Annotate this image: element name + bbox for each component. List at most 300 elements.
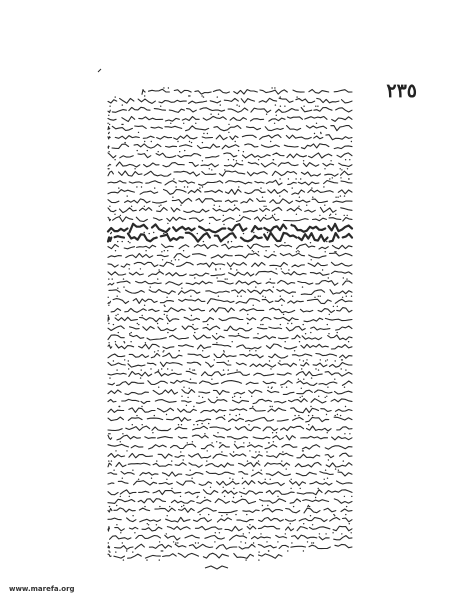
diacritic-dot bbox=[247, 314, 248, 315]
handwritten-word bbox=[222, 381, 242, 384]
handwritten-word bbox=[125, 308, 146, 312]
handwritten-word bbox=[134, 481, 157, 485]
handwritten-word bbox=[298, 281, 313, 284]
handwritten-word bbox=[224, 153, 237, 157]
handwritten-word bbox=[198, 345, 211, 349]
diacritic-dot bbox=[253, 232, 254, 233]
handwritten-word bbox=[108, 373, 126, 375]
handwritten-word bbox=[290, 499, 300, 503]
handwritten-word bbox=[269, 354, 288, 358]
handwritten-word bbox=[309, 255, 326, 258]
manuscript-line bbox=[108, 142, 352, 151]
diacritic-dot bbox=[208, 514, 209, 515]
handwritten-word bbox=[273, 436, 284, 440]
handwritten-word bbox=[214, 354, 236, 358]
handwritten-word bbox=[108, 119, 116, 121]
handwritten-word bbox=[108, 417, 123, 421]
diacritic-dot bbox=[346, 506, 347, 507]
handwritten-word bbox=[275, 299, 284, 302]
handwritten-word bbox=[144, 163, 159, 167]
diacritic-dot bbox=[181, 396, 182, 397]
handwritten-word bbox=[266, 344, 281, 349]
diacritic-dot bbox=[134, 532, 135, 533]
diacritic-dot bbox=[175, 186, 176, 187]
handwritten-word bbox=[343, 281, 352, 285]
handwritten-word bbox=[117, 281, 130, 283]
handwritten-word bbox=[334, 536, 352, 540]
handwritten-word bbox=[155, 400, 176, 403]
diacritic-dot bbox=[310, 242, 311, 243]
diacritic-dot bbox=[144, 95, 145, 96]
handwritten-word bbox=[193, 254, 206, 256]
handwritten-word bbox=[166, 146, 177, 147]
diacritic-dot bbox=[267, 505, 268, 506]
diacritic-dot bbox=[204, 433, 205, 434]
handwritten-word bbox=[261, 145, 279, 147]
handwritten-word bbox=[278, 162, 298, 166]
handwritten-word bbox=[326, 135, 352, 140]
handwritten-word bbox=[277, 373, 291, 375]
diacritic-dot bbox=[260, 533, 261, 534]
diacritic-dot bbox=[351, 496, 352, 497]
handwritten-word bbox=[219, 318, 243, 321]
handwritten-word bbox=[119, 171, 142, 176]
handwritten-word bbox=[111, 309, 121, 312]
handwritten-word bbox=[151, 127, 162, 128]
handwritten-word bbox=[141, 401, 150, 403]
diacritic-dot bbox=[253, 542, 254, 543]
diacritic-dot bbox=[281, 305, 282, 306]
diacritic-dot bbox=[341, 368, 342, 369]
handwritten-word bbox=[314, 108, 332, 112]
handwritten-word bbox=[175, 463, 186, 466]
diacritic-dot bbox=[279, 195, 280, 196]
handwritten-word bbox=[129, 182, 142, 183]
diacritic-dot bbox=[216, 333, 217, 334]
handwritten-word bbox=[251, 108, 271, 112]
handwritten-word bbox=[296, 99, 315, 103]
handwritten-word bbox=[108, 453, 125, 457]
diacritic-dot bbox=[157, 350, 158, 351]
diacritic-dot bbox=[149, 233, 150, 234]
handwritten-word bbox=[187, 362, 200, 365]
diacritic-dot bbox=[351, 532, 352, 533]
handwritten-word bbox=[162, 472, 181, 476]
diacritic-dot bbox=[233, 488, 234, 489]
handwritten-word bbox=[108, 244, 118, 248]
diacritic-dot bbox=[315, 368, 316, 369]
handwritten-word bbox=[222, 145, 239, 149]
handwritten-word bbox=[267, 453, 293, 457]
diacritic-dot bbox=[145, 250, 146, 251]
diacritic-dot bbox=[291, 542, 292, 543]
diacritic-dot bbox=[217, 96, 218, 97]
handwritten-word bbox=[329, 218, 341, 220]
handwritten-word bbox=[241, 99, 254, 103]
diacritic-dot bbox=[238, 333, 239, 334]
handwritten-word bbox=[140, 318, 163, 322]
diacritic-dot bbox=[351, 141, 352, 142]
handwritten-word bbox=[258, 482, 284, 486]
diacritic-dot bbox=[292, 187, 293, 188]
diacritic-dot bbox=[249, 350, 250, 351]
handwritten-word bbox=[155, 508, 175, 512]
handwritten-word bbox=[113, 217, 133, 222]
diacritic-dot bbox=[327, 432, 328, 433]
handwritten-word bbox=[114, 508, 135, 512]
diacritic-dot bbox=[238, 150, 239, 151]
diacritic-dot bbox=[335, 251, 336, 252]
diacritic-dot bbox=[108, 168, 109, 169]
handwritten-word bbox=[115, 528, 125, 531]
diacritic-dot bbox=[166, 315, 167, 316]
handwritten-word bbox=[276, 535, 287, 538]
diacritic-dot bbox=[156, 460, 157, 461]
handwritten-word bbox=[303, 163, 318, 167]
diacritic-dot bbox=[313, 542, 314, 543]
handwritten-word bbox=[215, 233, 236, 241]
diacritic-dot bbox=[261, 470, 262, 471]
handwritten-word bbox=[314, 136, 323, 139]
diacritic-dot bbox=[180, 205, 181, 206]
diacritic-dot bbox=[303, 550, 304, 551]
handwritten-word bbox=[122, 117, 135, 122]
diacritic-dot bbox=[179, 151, 180, 152]
handwritten-word bbox=[133, 299, 157, 304]
handwritten-word bbox=[115, 546, 133, 550]
diacritic-dot bbox=[228, 132, 229, 133]
handwritten-word bbox=[212, 336, 224, 340]
handwritten-word bbox=[311, 327, 330, 330]
handwritten-word bbox=[264, 254, 276, 257]
diacritic-dot bbox=[324, 479, 325, 480]
diacritic-dot bbox=[197, 233, 198, 234]
handwritten-word bbox=[277, 420, 288, 421]
diacritic-dot bbox=[310, 406, 311, 407]
diacritic-dot bbox=[142, 315, 143, 316]
diacritic-dot bbox=[262, 296, 263, 297]
handwritten-word bbox=[246, 417, 274, 421]
handwritten-word bbox=[129, 272, 143, 275]
handwritten-word bbox=[341, 509, 352, 512]
diacritic-dot bbox=[285, 533, 286, 534]
handwritten-word bbox=[198, 508, 216, 513]
handwritten-word bbox=[189, 463, 202, 467]
handwritten-word bbox=[108, 171, 113, 176]
handwritten-word bbox=[109, 290, 120, 292]
diacritic-dot bbox=[183, 459, 184, 460]
diacritic-dot bbox=[311, 187, 312, 188]
handwritten-word bbox=[116, 162, 140, 167]
handwritten-word bbox=[139, 508, 149, 511]
handwritten-word bbox=[251, 119, 264, 121]
diacritic-dot bbox=[207, 324, 208, 325]
manuscript-line bbox=[108, 342, 352, 351]
handwritten-word bbox=[259, 554, 283, 558]
diacritic-dot bbox=[277, 496, 278, 497]
handwritten-word bbox=[308, 263, 327, 267]
diacritic-dot bbox=[314, 297, 315, 298]
handwritten-word bbox=[287, 126, 301, 131]
diacritic-dot bbox=[287, 550, 288, 551]
handwritten-word bbox=[153, 201, 167, 203]
handwritten-word bbox=[338, 472, 352, 476]
handwritten-word bbox=[234, 90, 257, 94]
handwritten-word bbox=[158, 408, 174, 412]
handwritten-word bbox=[252, 536, 271, 538]
handwritten-word bbox=[307, 426, 332, 431]
handwritten-word bbox=[206, 463, 234, 467]
handwritten-word bbox=[268, 390, 279, 392]
handwritten-word bbox=[164, 308, 185, 312]
diacritic-dot bbox=[295, 178, 296, 179]
manuscript-line bbox=[110, 533, 352, 542]
handwritten-word bbox=[342, 381, 352, 386]
handwritten-word bbox=[139, 491, 149, 492]
handwritten-text-block bbox=[98, 69, 352, 569]
diacritic-dot bbox=[180, 496, 181, 497]
handwritten-word bbox=[309, 153, 332, 158]
diacritic-dot bbox=[154, 187, 155, 188]
handwritten-word bbox=[152, 224, 170, 232]
manuscript-line bbox=[142, 87, 352, 96]
diacritic-dot bbox=[221, 515, 222, 516]
diacritic-dot bbox=[159, 206, 160, 207]
diacritic-dot bbox=[231, 241, 232, 242]
handwritten-word bbox=[210, 308, 235, 313]
handwritten-word bbox=[166, 273, 186, 276]
handwritten-word bbox=[248, 445, 263, 448]
diacritic-dot bbox=[158, 387, 159, 388]
handwritten-word bbox=[291, 408, 319, 413]
diacritic-dot bbox=[327, 387, 328, 388]
handwritten-word bbox=[293, 418, 304, 421]
diacritic-dot bbox=[243, 488, 244, 489]
diacritic-dot bbox=[253, 305, 254, 306]
diacritic-dot bbox=[199, 514, 200, 515]
handwritten-word bbox=[265, 463, 290, 466]
diacritic-dot bbox=[117, 241, 118, 242]
handwritten-word bbox=[194, 518, 212, 522]
handwritten-word bbox=[108, 354, 125, 358]
diacritic-dot bbox=[290, 488, 291, 489]
diacritic-dot bbox=[120, 496, 121, 497]
diacritic-dot bbox=[240, 397, 241, 398]
diacritic-dot bbox=[340, 177, 341, 178]
handwritten-word bbox=[262, 299, 273, 302]
handwritten-word bbox=[125, 199, 150, 203]
diacritic-dot bbox=[193, 406, 194, 407]
handwritten-word bbox=[323, 163, 334, 166]
page-number: ٢٣٥ bbox=[386, 80, 417, 102]
handwritten-word bbox=[112, 110, 126, 113]
manuscript-line bbox=[108, 324, 352, 333]
handwritten-word bbox=[129, 408, 155, 413]
diacritic-dot bbox=[344, 195, 345, 196]
handwritten-word bbox=[121, 264, 130, 267]
diacritic-dot bbox=[144, 206, 145, 207]
diacritic-dot bbox=[108, 305, 109, 306]
handwritten-word bbox=[268, 408, 286, 412]
handwritten-word bbox=[158, 437, 173, 439]
handwritten-word bbox=[207, 299, 234, 304]
diacritic-dot bbox=[181, 506, 182, 507]
handwritten-word bbox=[178, 154, 201, 158]
diacritic-dot bbox=[318, 396, 319, 397]
handwritten-word bbox=[297, 454, 320, 458]
diacritic-dot bbox=[201, 95, 202, 96]
diacritic-dot bbox=[171, 488, 172, 489]
handwritten-word bbox=[232, 499, 255, 503]
handwritten-word bbox=[309, 527, 330, 530]
diacritic-dot bbox=[270, 406, 271, 407]
handwritten-word bbox=[172, 198, 191, 203]
diacritic-dot bbox=[275, 104, 276, 105]
diacritic-dot bbox=[276, 115, 277, 116]
diacritic-dot bbox=[315, 106, 316, 107]
handwritten-word bbox=[241, 236, 262, 242]
handwritten-word bbox=[330, 290, 352, 294]
diacritic-dot bbox=[333, 306, 334, 307]
diacritic-dot bbox=[163, 233, 164, 234]
handwritten-word bbox=[341, 208, 352, 211]
diacritic-dot bbox=[136, 415, 137, 416]
diacritic-dot bbox=[344, 215, 345, 216]
diacritic-dot bbox=[258, 251, 259, 252]
handwritten-word bbox=[260, 499, 286, 503]
diacritic-dot bbox=[109, 106, 110, 107]
diacritic-dot bbox=[345, 406, 346, 407]
handwritten-word bbox=[247, 244, 269, 249]
diacritic-dot bbox=[299, 359, 300, 360]
manuscript-line bbox=[108, 470, 352, 479]
handwritten-word bbox=[213, 90, 229, 93]
handwritten-word bbox=[264, 233, 296, 241]
diacritic-dot bbox=[219, 206, 220, 207]
diacritic-dot bbox=[211, 442, 212, 443]
handwritten-word bbox=[188, 189, 201, 193]
diacritic-dot bbox=[108, 115, 109, 116]
manuscript-line bbox=[108, 151, 352, 160]
diacritic-dot bbox=[132, 470, 133, 471]
diacritic-dot bbox=[311, 542, 312, 543]
handwritten-word bbox=[148, 381, 167, 385]
handwritten-word bbox=[239, 544, 255, 549]
handwritten-word bbox=[286, 509, 300, 513]
diacritic-dot bbox=[203, 133, 204, 134]
handwritten-word bbox=[258, 526, 279, 529]
handwritten-word bbox=[153, 463, 172, 466]
manuscript-line bbox=[108, 388, 352, 397]
handwritten-word bbox=[232, 290, 246, 293]
handwritten-word bbox=[140, 191, 158, 194]
diacritic-dot bbox=[300, 178, 301, 179]
handwritten-word bbox=[213, 344, 231, 346]
diacritic-dot bbox=[305, 333, 306, 334]
handwritten-word bbox=[120, 98, 134, 103]
handwritten-word bbox=[299, 518, 327, 522]
handwritten-word bbox=[160, 362, 182, 366]
handwritten-word bbox=[108, 181, 126, 183]
handwritten-word bbox=[171, 500, 194, 503]
handwritten-word bbox=[189, 163, 198, 167]
diacritic-dot bbox=[258, 551, 259, 552]
diacritic-dot bbox=[204, 497, 205, 498]
handwritten-word bbox=[279, 545, 288, 548]
handwritten-word bbox=[108, 137, 110, 139]
handwritten-word bbox=[160, 262, 174, 266]
diacritic-dot bbox=[233, 497, 234, 498]
diacritic-dot bbox=[296, 214, 297, 215]
handwritten-word bbox=[334, 417, 352, 420]
handwritten-word bbox=[242, 481, 255, 485]
handwritten-word bbox=[108, 518, 121, 520]
diacritic-dot bbox=[146, 559, 147, 560]
manuscript-line bbox=[111, 306, 352, 315]
handwritten-word bbox=[274, 401, 286, 403]
diacritic-dot bbox=[171, 460, 172, 461]
handwritten-word bbox=[236, 217, 250, 222]
handwritten-word bbox=[175, 427, 187, 430]
diacritic-dot bbox=[344, 433, 345, 434]
diacritic-dot bbox=[323, 186, 324, 187]
handwritten-word bbox=[265, 445, 277, 449]
handwritten-word bbox=[126, 290, 145, 293]
diacritic-dot bbox=[228, 369, 229, 370]
handwritten-word bbox=[159, 483, 172, 485]
diacritic-dot bbox=[122, 433, 123, 434]
diacritic-dot bbox=[211, 379, 212, 380]
handwritten-word bbox=[186, 233, 210, 242]
handwritten-word bbox=[219, 171, 244, 176]
handwritten-word bbox=[306, 417, 329, 422]
handwritten-word bbox=[313, 363, 327, 367]
handwritten-word bbox=[276, 109, 299, 113]
handwritten-word bbox=[217, 481, 239, 485]
diacritic-dot bbox=[216, 397, 217, 398]
handwritten-word bbox=[329, 363, 352, 368]
handwritten-word bbox=[287, 208, 301, 211]
diacritic-dot bbox=[211, 169, 212, 170]
manuscript-line bbox=[108, 333, 352, 342]
diacritic-dot bbox=[287, 323, 288, 324]
handwritten-word bbox=[247, 526, 256, 529]
diacritic-dot bbox=[242, 160, 243, 161]
handwritten-word bbox=[206, 472, 234, 475]
handwritten-word bbox=[189, 308, 204, 311]
handwritten-word bbox=[270, 262, 288, 266]
handwritten-word bbox=[306, 126, 326, 129]
diacritic-dot bbox=[335, 415, 336, 416]
diacritic-dot bbox=[226, 278, 227, 279]
handwritten-word bbox=[278, 363, 296, 367]
handwritten-word bbox=[187, 109, 197, 112]
diacritic-dot bbox=[324, 168, 325, 169]
diacritic-dot bbox=[340, 195, 341, 196]
handwritten-word bbox=[120, 156, 133, 158]
diacritic-dot bbox=[346, 296, 347, 297]
handwritten-word bbox=[261, 163, 276, 167]
handwritten-word bbox=[139, 117, 163, 120]
diacritic-dot bbox=[210, 114, 211, 115]
handwritten-word bbox=[108, 335, 124, 340]
diacritic-dot bbox=[280, 96, 281, 97]
handwritten-word bbox=[309, 545, 330, 548]
diacritic-dot bbox=[332, 177, 333, 178]
diacritic-dot bbox=[312, 415, 313, 416]
diacritic-dot bbox=[202, 160, 203, 161]
handwritten-word bbox=[320, 472, 333, 475]
